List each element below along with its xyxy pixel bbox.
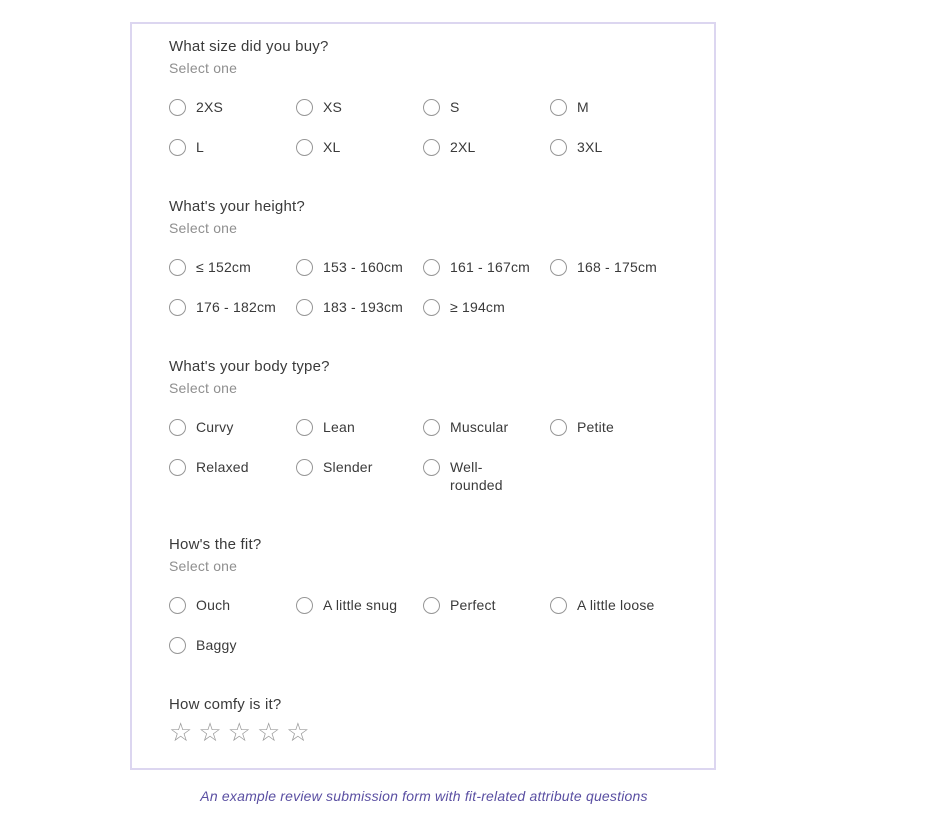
radio-button-icon[interactable] (296, 259, 313, 276)
radio-option-label: Muscular (450, 419, 509, 435)
question-title: What's your height? (169, 198, 305, 215)
question-subtitle: Select one (169, 60, 238, 76)
radio-button-icon[interactable] (169, 139, 186, 156)
radio-option-relaxed[interactable] (169, 458, 296, 494)
radio-option-label: 168 - 175cm (577, 259, 658, 275)
radio-option-label: Ouch (196, 597, 231, 613)
radio-option-label: 2XS (196, 99, 224, 115)
radio-option-a-little-loose[interactable] (550, 596, 677, 614)
radio-option-label: A little loose (577, 597, 655, 613)
radio-option-label: ≤ 152cm (196, 259, 251, 275)
radio-option-l[interactable] (169, 138, 296, 156)
radio-button-icon[interactable] (423, 597, 440, 614)
radio-button-icon[interactable] (423, 139, 440, 156)
radio-button-icon[interactable] (296, 299, 313, 316)
radio-option-label: Slender (323, 459, 373, 475)
radio-option-xl[interactable] (296, 138, 423, 156)
radio-option-slender[interactable] (296, 458, 423, 494)
radio-option-ouch[interactable] (169, 596, 296, 614)
radio-option-168-175cm[interactable] (550, 258, 677, 276)
caption: An example review submission form with fit-related attribute questions (200, 788, 648, 804)
radio-option-curvy[interactable] (169, 418, 296, 436)
question-title: What size did you buy? (169, 38, 329, 55)
radio-button-icon[interactable] (169, 299, 186, 316)
question-height (169, 198, 677, 316)
star-icon[interactable]: ☆ (169, 717, 193, 747)
radio-option-183-193cm[interactable] (296, 298, 423, 316)
radio-option-label: M (577, 99, 589, 115)
radio-button-icon[interactable] (423, 299, 440, 316)
radio-option-label: Lean (323, 419, 355, 435)
radio-button-icon[interactable] (550, 597, 567, 614)
star-rating (169, 718, 677, 746)
radio-option-petite[interactable] (550, 418, 677, 436)
question-title: How's the fit? (169, 536, 262, 553)
options-grid (169, 258, 677, 316)
radio-option-s[interactable] (423, 98, 550, 116)
radio-option-label: Baggy (196, 637, 237, 653)
radio-button-icon[interactable] (169, 637, 186, 654)
radio-option-label: 183 - 193cm (323, 299, 404, 315)
radio-option-baggy[interactable] (169, 636, 296, 654)
radio-button-icon[interactable] (296, 139, 313, 156)
radio-option-label: A little snug (323, 597, 398, 613)
radio-button-icon[interactable] (550, 99, 567, 116)
question-title: What's your body type? (169, 358, 330, 375)
radio-option-2xl[interactable] (423, 138, 550, 156)
star-icon[interactable]: ☆ (227, 717, 251, 747)
question-comfy (169, 696, 677, 746)
radio-button-icon[interactable] (423, 259, 440, 276)
radio-option-well-rounded[interactable] (423, 458, 550, 494)
radio-option-label: Petite (577, 419, 614, 435)
radio-option-3xl[interactable] (550, 138, 677, 156)
review-form-card (130, 22, 716, 770)
radio-option-label: S (450, 99, 460, 115)
radio-button-icon[interactable] (423, 99, 440, 116)
radio-option-lean[interactable] (296, 418, 423, 436)
radio-option-label: Perfect (450, 597, 496, 613)
page (130, 22, 718, 804)
radio-option-label: L (196, 139, 204, 155)
question-subtitle: Select one (169, 558, 238, 574)
radio-option-label: XS (323, 99, 343, 115)
radio-button-icon[interactable] (423, 419, 440, 436)
options-grid (169, 596, 677, 654)
radio-option-muscular[interactable] (423, 418, 550, 436)
radio-button-icon[interactable] (296, 597, 313, 614)
radio-button-icon[interactable] (550, 139, 567, 156)
radio-option-label: 153 - 160cm (323, 259, 404, 275)
radio-button-icon[interactable] (550, 259, 567, 276)
question-fit (169, 536, 677, 654)
radio-option-label: Curvy (196, 419, 234, 435)
radio-option-label: Relaxed (196, 459, 249, 475)
radio-button-icon[interactable] (550, 419, 567, 436)
radio-button-icon[interactable] (169, 259, 186, 276)
radio-option-perfect[interactable] (423, 596, 550, 614)
radio-button-icon[interactable] (169, 597, 186, 614)
radio-option-176-182cm[interactable] (169, 298, 296, 316)
radio-button-icon[interactable] (169, 459, 186, 476)
radio-option-153-160cm[interactable] (296, 258, 423, 276)
question-title: How comfy is it? (169, 696, 282, 713)
star-icon[interactable]: ☆ (198, 717, 222, 747)
radio-option-xs[interactable] (296, 98, 423, 116)
question-body_type (169, 358, 677, 494)
radio-option-m[interactable] (550, 98, 677, 116)
radio-option-label: 161 - 167cm (450, 259, 531, 275)
radio-button-icon[interactable] (296, 99, 313, 116)
radio-option-label: 176 - 182cm (196, 299, 277, 315)
radio-option-label: ≥ 194cm (450, 299, 505, 315)
radio-button-icon[interactable] (296, 459, 313, 476)
question-subtitle: Select one (169, 380, 238, 396)
radio-button-icon[interactable] (423, 459, 440, 476)
radio-option-label: 2XL (450, 139, 476, 155)
radio-option-label: Well-rounded (450, 459, 503, 493)
options-grid (169, 418, 677, 494)
radio-option-161-167cm[interactable] (423, 258, 550, 276)
radio-button-icon[interactable] (296, 419, 313, 436)
radio-button-icon[interactable] (169, 99, 186, 116)
radio-option-label: 3XL (577, 139, 603, 155)
radio-option-152cm[interactable] (169, 258, 296, 276)
star-icon[interactable]: ☆ (286, 717, 310, 747)
radio-option-label: XL (323, 139, 341, 155)
star-icon[interactable]: ☆ (256, 717, 281, 747)
options-grid (169, 98, 677, 156)
question-size (169, 38, 677, 156)
radio-option-a-little-snug[interactable] (296, 596, 423, 614)
radio-button-icon[interactable] (169, 419, 186, 436)
question-subtitle: Select one (169, 220, 238, 236)
radio-option-2xs[interactable] (169, 98, 296, 116)
radio-option-194cm[interactable] (423, 298, 550, 316)
